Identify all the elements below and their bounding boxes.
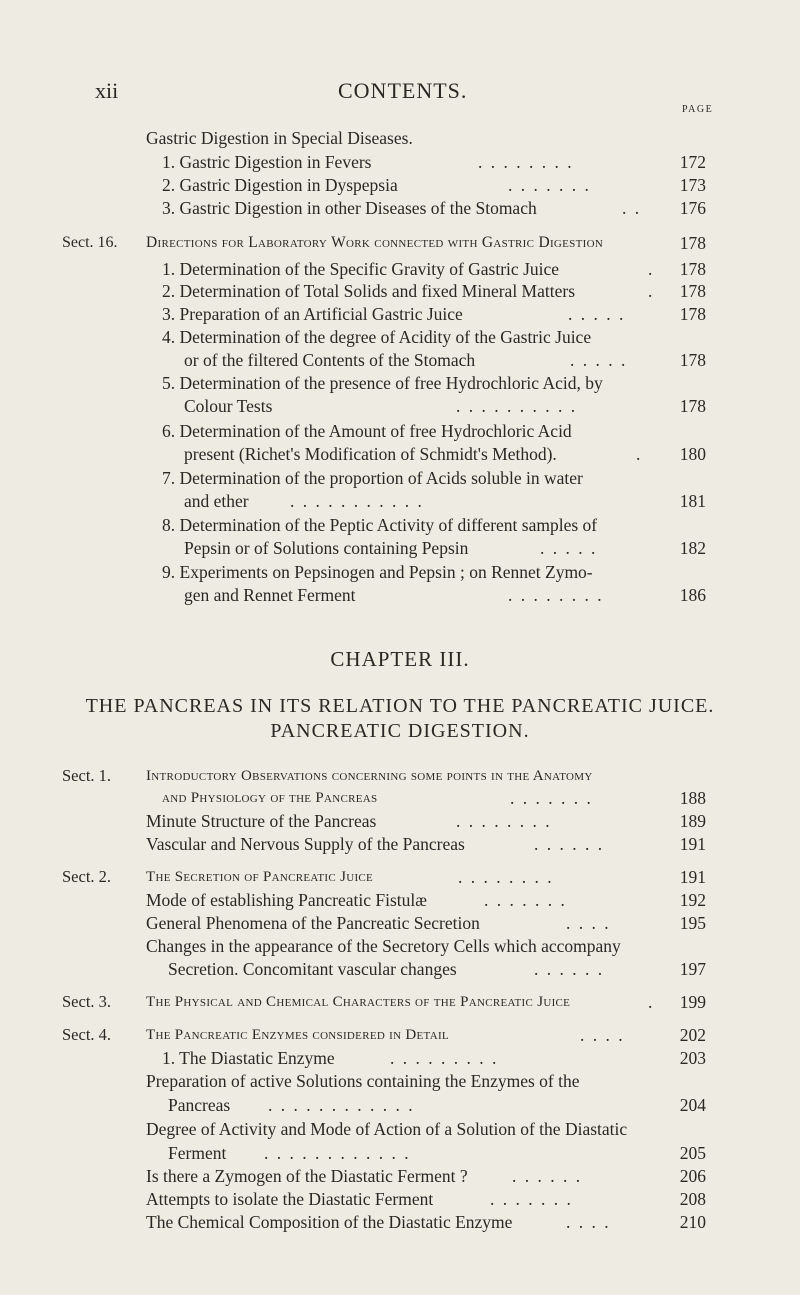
entry-page: 205	[679, 1143, 706, 1163]
section-title: Introductory Observations concerning some points in the Anatomy	[146, 768, 593, 784]
leader-dots: . . . . . . . . . .	[456, 396, 576, 416]
section-label: Sect. 3.	[62, 992, 112, 1011]
entry-page: 203	[679, 1048, 706, 1068]
toc-entry	[0, 174, 800, 196]
leader-dots: . . . . . .	[512, 1166, 581, 1186]
toc-entry	[0, 1142, 800, 1164]
toc-entry	[0, 537, 800, 559]
leader-dots: . . . .	[566, 913, 610, 933]
toc-entry	[0, 935, 800, 957]
entry-text: 8. Determination of the Peptic Activity of different samples of	[162, 515, 598, 535]
toc-entry	[0, 787, 800, 809]
entry-page: 188	[679, 788, 706, 808]
leader-dots: . . . . . . . . . . . .	[268, 1095, 414, 1115]
toc-entry	[0, 1211, 800, 1233]
entry-text: or of the filtered Contents of the Stomach	[184, 350, 476, 370]
entry-text: Pancreas	[168, 1095, 231, 1115]
section-label: Sect. 2.	[62, 867, 112, 886]
leader-dots: . . . . . . . .	[456, 811, 551, 831]
toc-entry	[0, 1047, 800, 1069]
entry-page: 178	[679, 396, 706, 416]
entry-text: Preparation of active Solutions containing the Enzymes of the	[146, 1071, 580, 1091]
entry-page: 210	[679, 1212, 706, 1232]
leader-dots: . . . . . . . . . . .	[290, 491, 423, 511]
section-title: Directions for Laboratory Work connected with Gastric Digestion	[146, 234, 604, 251]
entry-page: 206	[679, 1166, 706, 1186]
entry-page: 172	[679, 152, 706, 172]
chapter-title: THE PANCREAS IN ITS RELATION TO THE PANCREATIC JUICE.	[85, 695, 715, 717]
section-label: Sect. 4.	[62, 1025, 112, 1044]
section-label: Sect. 16.	[62, 234, 118, 251]
entry-text: Minute Structure of the Pancreas	[146, 811, 377, 831]
entry-text: and ether	[184, 491, 249, 511]
leader-dots: . . . . . . .	[508, 175, 590, 195]
leader-dots: .	[636, 444, 641, 464]
leader-dots: .	[648, 281, 653, 301]
entry-text: 9. Experiments on Pepsinogen and Pepsin ; on Rennet Zymo-	[162, 562, 593, 582]
leader-dots: . . . . .	[568, 304, 624, 324]
toc-entry	[0, 420, 800, 442]
toc-entry	[0, 561, 800, 583]
entry-text: Vascular and Nervous Supply of the Pancreas	[146, 834, 465, 854]
entry-text: 2. Determination of Total Solids and fixed Mineral Matters	[162, 281, 576, 301]
entry-text: Colour Tests	[184, 396, 273, 416]
entry-page: 180	[679, 444, 706, 464]
leader-dots: . . . . . . .	[484, 890, 566, 910]
toc-entry	[0, 258, 800, 280]
toc-entry	[0, 1118, 800, 1140]
section-entry	[0, 232, 800, 254]
entry-text: 7. Determination of the proportion of Acids soluble in water	[162, 468, 583, 488]
book-page: xii CONTENTS. PAGE Gastric Digestion in Special Diseases. 1. Gastric Digestion in Fevers . . . . . . . . 172 2. Gastric Digestion in Dyspepsia . . . . . . . 173 3. Gastric Digestion in other Diseases of the Stomach . . 176 Sect. 16. Directions for Laboratory Work connected with Gastric Digestion 178 1. Determination of the Specific Gravity of Gastric Juice . 178 2. Determination of Total Solids and fixed Mineral Matters . 178 3. Preparation of an Artificial Gastric Juice . . . . . 178 4. Determination of the degree of Acidity of the Gastric Juice or of the filtered Contents of the Stomach . . . . . 178 5. Determination of the presence of free Hydrochloric Acid, by Colour Tests . . . . . . . . . . 178 6. Determination of the Amount of free Hydrochloric Acid present (Richet's Modification of Schmidt's Method). . 180 7. Determination of the proportion of Acids soluble in water and ether . . . . . . . . . . . 181 8. Determination of the Peptic Activity of different samples of Pepsin or of Solutions containing Pepsin . . . . . 182 9. Experiments on Pepsinogen and Pepsin ; on Rennet Zymo- gen and Rennet Ferment . . . . . . . . 186 CHAPTER III. THE PANCREAS IN ITS RELATION TO THE PANCREATIC JUICE. PANCREATIC DIGESTION. Sect. 1. Introductory Observations concerning some points in the Anatomy and Physiology of the Pancreas . . . . . . . 188 Minute Structure of the Pancreas . . . . . . . . 189 Vascular and Nervous Supply of the Pancreas . . . . . . 191 Sect. 2. The Secretion of Pancreatic Juice . . . . . . . . 191 Mode of establishing Pancreatic Fistulæ . . . . . . . 192 General Phenomena of the Pancreatic Secretion . . . . 195 Changes in the appearance of the Secretory Cells which accompany Secretion. Concomitant vascular changes . . . . . . 197 Sect. 3. The Physical and Chemical Characters of the Pancreatic Juice . 199 Sect. 4. The Pancreatic Enzymes considered in Detail . . . . 202 1. The Diastatic Enzyme . . . . . . . . . 203 Preparation of active Solutions containing the Enzymes of the Pancreas . . . . . . . . . . . . 204 Degree of Activity and Mode of Action of a Solution of the Diastatic Ferment . . . . . . . . . . . . 205 Is there a Zymogen of the Diastatic Ferment ? . . . . . . 206 Attempts to isolate the Diastatic Ferment . . . . . . . 208 The Chemical Composition of the Diastatic Enzyme . . . . 210	[0, 0, 800, 1295]
entry-text: General Phenomena of the Pancreatic Secretion	[146, 913, 480, 933]
entry-text: Is there a Zymogen of the Diastatic Ferment ?	[146, 1166, 468, 1186]
toc-entry	[0, 1188, 800, 1210]
toc-entry	[0, 889, 800, 911]
section-label: Sect. 1.	[62, 766, 112, 785]
toc-entry	[0, 490, 800, 512]
leader-dots: . . . . . .	[534, 959, 603, 979]
leader-dots: . .	[622, 198, 640, 218]
running-title: CONTENTS.	[338, 78, 468, 103]
entry-text: 1. Determination of the Specific Gravity of Gastric Juice	[162, 259, 560, 279]
entry-page: 178	[679, 281, 706, 301]
entry-text: 4. Determination of the degree of Acidity of the Gastric Juice	[162, 327, 592, 347]
entry-page: 197	[679, 959, 706, 979]
entry-page: 178	[679, 350, 706, 370]
entry-text: Mode of establishing Pancreatic Fistulæ	[146, 890, 427, 910]
toc-entry	[0, 303, 800, 325]
leader-dots: . . . . .	[540, 538, 596, 558]
toc-entry	[0, 584, 800, 606]
entry-text: 3. Preparation of an Artificial Gastric Juice	[162, 304, 463, 324]
section-title: The Secretion of Pancreatic Juice	[146, 869, 374, 885]
entry-page: 181	[679, 491, 706, 511]
entry-text: 2. Gastric Digestion in Dyspepsia	[162, 175, 398, 195]
entry-page: 182	[679, 538, 706, 558]
section-entry	[0, 765, 800, 787]
entry-text: Pepsin or of Solutions containing Pepsin	[184, 538, 469, 558]
entry-page: 189	[679, 811, 706, 831]
entry-page: 178	[679, 233, 706, 253]
toc-entry	[0, 1165, 800, 1187]
entry-page: 178	[679, 304, 706, 324]
leader-dots: . . . . . . . .	[458, 867, 553, 887]
page-column-label: PAGE	[682, 104, 714, 115]
leader-dots: . . . . . . .	[490, 1189, 572, 1209]
entry-page: 204	[679, 1095, 706, 1115]
leader-dots: . . . . . . . . . . . .	[264, 1143, 410, 1163]
toc-entry	[0, 810, 800, 832]
entry-page: 191	[679, 834, 706, 854]
leader-dots: . . . . . . .	[510, 788, 592, 808]
toc-entry	[0, 833, 800, 855]
entry-text: 5. Determination of the presence of free Hydrochloric Acid, by	[162, 373, 603, 393]
entry-text: and Physiology of the Pancreas	[162, 790, 378, 806]
leader-dots: .	[648, 992, 653, 1012]
page-number: xii	[95, 78, 119, 103]
entry-page: 199	[679, 992, 706, 1012]
leader-dots: . . . . . . . .	[508, 585, 603, 605]
entry-text: Ferment	[168, 1143, 227, 1163]
entry-page: 178	[679, 259, 706, 279]
leader-dots: . . . . .	[570, 350, 626, 370]
entry-page: 195	[679, 913, 706, 933]
chapter-label: CHAPTER III.	[330, 647, 470, 671]
leader-dots: . . . . . . . .	[478, 152, 573, 172]
entry-page: 191	[679, 867, 706, 887]
entry-text: present (Richet's Modification of Schmidt's Method).	[184, 444, 557, 464]
entry-text: 6. Determination of the Amount of free Hydrochloric Acid	[162, 421, 572, 441]
section-entry	[0, 991, 800, 1013]
entry-text: 1. The Diastatic Enzyme	[162, 1048, 335, 1068]
entry-page: 186	[679, 585, 706, 605]
entry-text: 3. Gastric Digestion in other Diseases of the Stomach	[162, 198, 537, 218]
leader-dots: . . . . . . . . .	[390, 1048, 497, 1068]
entry-page: 202	[679, 1025, 706, 1045]
toc-entry	[0, 467, 800, 489]
entry-text: Degree of Activity and Mode of Action of a Solution of the Diastatic	[146, 1119, 628, 1139]
entry-page: 208	[679, 1189, 706, 1209]
toc-entry	[0, 151, 800, 173]
entry-text: Secretion. Concomitant vascular changes	[168, 959, 457, 979]
leader-dots: . . . . . .	[534, 834, 603, 854]
toc-entry	[0, 280, 800, 302]
toc-entry	[0, 514, 800, 536]
toc-entry	[0, 443, 800, 465]
section-entry	[0, 866, 800, 888]
section-entry	[0, 1024, 800, 1046]
toc-entry	[0, 349, 800, 371]
toc-entry	[0, 912, 800, 934]
leader-dots: .	[648, 259, 653, 279]
chapter-subtitle: PANCREATIC DIGESTION.	[270, 720, 530, 742]
toc-entry	[0, 1070, 800, 1092]
entry-text: gen and Rennet Ferment	[184, 585, 356, 605]
entry-text: Attempts to isolate the Diastatic Ferment	[146, 1189, 434, 1209]
leader-dots: . . . .	[566, 1212, 610, 1232]
entry-text: The Chemical Composition of the Diastatic Enzyme	[146, 1212, 513, 1232]
entry-text: Changes in the appearance of the Secretory Cells which accompany	[146, 936, 621, 956]
toc-entry	[0, 958, 800, 980]
toc-entry	[0, 395, 800, 417]
leader-dots: . . . .	[580, 1025, 624, 1045]
entry-page: 176	[679, 198, 706, 218]
section-title: The Physical and Chemical Characters of the Pancreatic Juice	[146, 994, 571, 1010]
toc-entry	[0, 326, 800, 348]
toc-entry	[0, 197, 800, 219]
entry-text: 1. Gastric Digestion in Fevers	[162, 152, 372, 172]
entry-page: 192	[679, 890, 706, 910]
toc-entry	[0, 1094, 800, 1116]
section-title: The Pancreatic Enzymes considered in Detail	[146, 1027, 449, 1043]
entry-page: 173	[679, 175, 706, 195]
toc-entry	[0, 372, 800, 394]
